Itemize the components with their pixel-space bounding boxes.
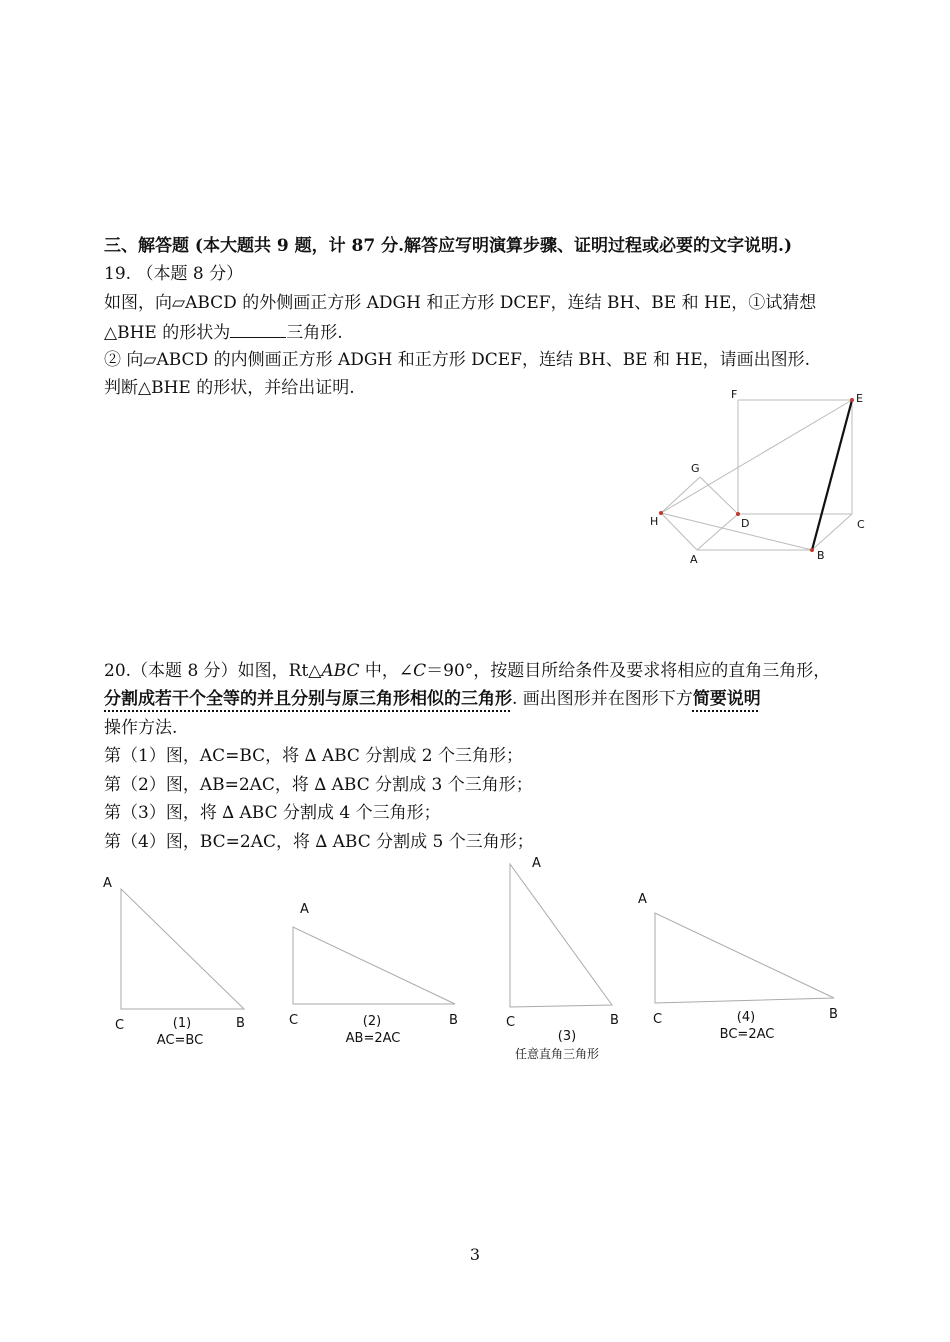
fig3-label-C: C [506, 1015, 516, 1030]
fig4-note: BC=2AC [719, 1027, 775, 1042]
fig4-label-C: C [653, 1012, 663, 1027]
fig3-label-A: A [532, 856, 541, 871]
fig4-label-A: A [638, 892, 647, 907]
q19-title: 19. （本题 8 分） [104, 264, 244, 284]
label-B: B [817, 549, 825, 562]
fig2-label-C: C [289, 1013, 299, 1028]
triangle-2 [293, 927, 455, 1004]
q20-mid: . 画出图形并在图形下方 [512, 689, 693, 709]
q19-text-line3: ② 向▱ABCD 的内侧画正方形 ADGH 和正方形 DCEF，连结 BH、BE 和 HE，请画出图形. [104, 350, 811, 370]
q20-intro-b: 中，∠ [359, 661, 414, 681]
fig2-label-B: B [449, 1013, 458, 1028]
triangle-1 [121, 889, 244, 1009]
q20-item-1: 第（1）图，AC=BC，将 ∆ ABC 分割成 2 个三角形； [104, 746, 523, 766]
q19-text-line1: 如图，向▱ABCD 的外侧画正方形 ADGH 和正方形 DCEF，连结 BH、BE 和 HE，①试猜想 [104, 293, 817, 313]
q20-intro-abc: ABC [321, 661, 360, 681]
q20-item-2: 第（2）图，AB=2AC，将 ∆ ABC 分割成 3 个三角形； [104, 775, 533, 795]
fig1-label-B: B [236, 1016, 245, 1031]
label-A: A [690, 553, 698, 566]
fig4-caption: (4) [736, 1010, 756, 1025]
page-number: 3 [469, 1245, 481, 1264]
fig1-caption: (1) [172, 1016, 192, 1031]
q20-item-3: 第（3）图，将 ∆ ABC 分割成 4 个三角形； [104, 803, 441, 823]
label-C: C [857, 518, 865, 531]
fig4-label-B: B [829, 1007, 838, 1022]
fig1-note: AC=BC [156, 1033, 204, 1048]
q20-intro-d: ＝90°，按题目所给条件及要求将相应的直角三角形， [426, 661, 831, 681]
triangle-4 [655, 913, 834, 1003]
q20-line3: 操作方法. [104, 718, 178, 738]
label-F: F [731, 388, 738, 401]
q20-intro-a: 20.（本题 8 分）如图，Rt△ [104, 661, 322, 681]
fig3-label-B: B [610, 1013, 619, 1028]
fig3-note: 任意直角三角形 [514, 1047, 600, 1061]
fig2-label-A: A [300, 902, 309, 917]
label-G: G [691, 462, 700, 475]
fig1-label-A: A [103, 876, 112, 891]
q20-emphasis2: 简要说明 [692, 689, 761, 709]
q20-intro-c: C [413, 661, 427, 681]
q19-text-line2-a: △BHE 的形状为 [104, 323, 231, 343]
label-E: E [856, 392, 863, 405]
fig3-caption: (3) [557, 1029, 577, 1044]
section-heading: 三、解答题 (本大题共 9 题，计 87 分.解答应写明演算步骤、证明过程或必要的文字说明.) [104, 236, 793, 256]
fig2-note: AB=2AC [345, 1031, 401, 1046]
fig2-caption: (2) [362, 1014, 382, 1029]
q19-text-line4: 判断△BHE 的形状，并给出证明. [104, 378, 355, 398]
q19-text-line2-b: 三角形. [286, 323, 343, 343]
label-H: H [650, 515, 659, 528]
label-D: D [741, 517, 750, 530]
q20-emphasis: 分割成若干个全等的并且分别与原三角形相似的三角形 [104, 689, 512, 709]
q20-item-4: 第（4）图，BC=2AC，将 ∆ ABC 分割成 5 个三角形； [104, 832, 534, 852]
triangle-3 [510, 864, 612, 1007]
fig1-label-C: C [115, 1018, 125, 1033]
